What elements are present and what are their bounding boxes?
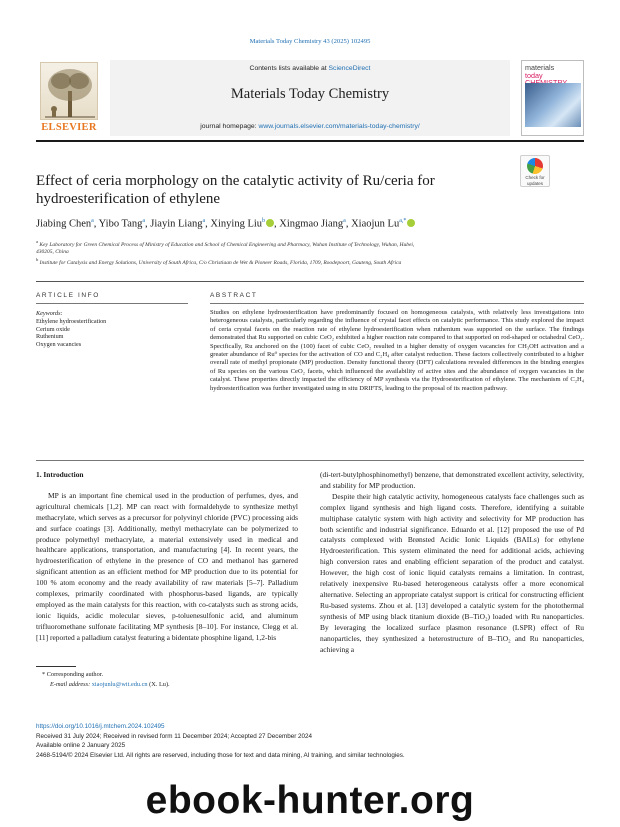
elsevier-tree-image	[40, 62, 98, 120]
elsevier-wordmark: ELSEVIER	[41, 122, 97, 133]
body-column-left	[36, 470, 298, 644]
copyright-notice: 2468-5194/© 2024 Elsevier Ltd. All rights are reserved, including those for text and data mining, AI training, and similar technologies.	[36, 751, 405, 759]
body-paragraph: MP is an important fine chemical used in the production of perfumes, dyes, and agricultural chemicals [1,2]. MP can react with formaldehyde to synthesize methyl methacrylate, which serves as a precursor for polyvinyl chloride (PVC) processing aids and surface coatings [3]. Additionally, methyl methacrylate can be polymerized to produce polymethyl methacrylate, a material extensively used in medical and healthcare applications, transportation, and manufacturing [4]. In recent years, the hydroesterification of ethylene in the presence of CO and methanol has garnered significant attention as an efficient method for MP production due to its potential for 100 % atom economy and the ready availability of raw materials [5–7]. Palladium complexes, primarily coordinated with phosphorus-based ligands, are typically employed as the main catalysts for this reaction, with co-catalysts such as strong acids, ionic liquids, acidic molecular sieves, p-toluenesulfonic acid, and aluminum trifluoromethane sulfonate facilitating MP synthesis [8–10]. For instance, Clegg et al. [11] reported a palladium catalyst featuring a bidentate phosphine ligand, 1,2-bis	[36, 490, 298, 642]
keywords-block	[36, 310, 188, 349]
affiliation-b: $^b$ Institute for Catalysis and Energy Solutions, University of South Africa, C/o Christiaan de Wet & Pioneer Roads, Florida, 1709, Roodepoort, Gauteng, South Africa	[36, 257, 402, 266]
body-paragraph: (di-tert-butylphosphinomethyl) benzene, that demonstrated excellent activity, selectivity, and stability for MP production.	[320, 470, 584, 490]
elsevier-logo[interactable]	[36, 62, 102, 134]
keyword: Ruthenium	[36, 333, 64, 341]
abstract-text: Studies on ethylene hydroesterification have predominantly focused on homogeneous catalysis, with relatively less investigations into heterogeneous catalysts, particularly regarding the influence of crystal facet effects on catalytic performance. This study explored the impact of ceria crystal facets on the reaction rate of ethylene hydroesterification when ruthenium was supported on the surface. The findings demonstrated that Ru supported on cubic CeO₂ exhibited a higher reaction rate compared to that supported on rod-shaped or octahedral CeO₂. Specifically, Ru anchored on the (100) facet of cubic CeO₂ resulted in a higher density of oxygen vacancies for CH₃OH activation and a greater abundance of Ru⁰ species for the activation of CO and C₂H₄ after catalyst reduction. These factors collectively contributed to a higher overall rate of methyl propionate (MP) production. Density functional theory (DFT) calculations revealed differences in the binding energies of Ru species on the various CeO₂ facets, which influenced the availability of active sites and the abundance of oxygen vacancies in the catalyst. These properties directly impacted the efficiency of MP synthesis via the Hydroesterification of ethylene. The mechanism of C₂H₄ hydroesterification was further investigated using in situ DRIFTS, leading to the proposal of its reaction pathway.	[210, 309, 584, 392]
journal-homepage-link[interactable]: www.journals.elsevier.com/materials-today-chemistry/	[258, 123, 420, 130]
article-info-rule	[36, 303, 188, 304]
homepage-line: journal homepage: www.journals.elsevier.com/materials-today-chemistry/	[200, 123, 420, 130]
doi-link[interactable]: https://doi.org/10.1016/j.mtchem.2024.102495	[36, 723, 165, 730]
journal-citation-link[interactable]: Materials Today Chemistry 43 (2025) 102495	[249, 38, 371, 45]
author-list: Jiabing Chen$^a$, Yibo Tang$^a$, Jiayin Liang$^a$, Xinying Liu$^b$ , Xingmao Jiang$^a$, Xiaojun $Lu^{a,*}$	[36, 218, 584, 230]
abstract-heading: ABSTRACT	[210, 292, 258, 299]
cover-image	[525, 83, 581, 127]
keywords-label: Keywords:	[36, 310, 63, 317]
journal-cover-thumbnail[interactable]	[521, 60, 584, 136]
orcid-icon[interactable]	[266, 219, 274, 227]
online-date: Available online 2 January 2025	[36, 742, 126, 750]
sciencedirect-link[interactable]: ScienceDirect	[328, 65, 371, 72]
contents-line: Contents lists available at ScienceDirect	[249, 65, 371, 72]
cover-title: materials today	[525, 63, 555, 80]
journal-title: Materials Today Chemistry	[230, 86, 390, 102]
watermark-text: ebook-hunter.org	[145, 779, 475, 822]
article-info-heading: ARTICLE INFO	[36, 292, 100, 299]
orcid-icon[interactable]	[407, 219, 415, 227]
paper-title: Effect of ceria morphology on the catalytic activity of Ru/ceria for hydroesterification of ethylene	[36, 173, 435, 207]
author-name[interactable]: Jiayin Liang	[150, 218, 203, 230]
body-divider	[36, 460, 584, 461]
footnote: * Corresponding author. E-mail address: xiaojunlu@wit.edu.cn (X. Lu).	[42, 671, 170, 688]
keyword: Cerium oxide	[36, 325, 70, 333]
footnote-rule	[36, 666, 76, 667]
check-updates-icon	[527, 158, 543, 174]
author-name[interactable]: Xiaojun Lu	[351, 218, 400, 230]
keyword: Ethylene hydroesterification	[36, 317, 107, 325]
affiliation-a: $^a$ Key Laboratory for Green Chemical Process of Ministry of Education and School of Chemical Engineering and Pharmacy, Wuhan Institute of Technology, Wuhan, Hubei, 430205, China	[36, 239, 415, 256]
author-name[interactable]: Xingmao Jiang	[279, 218, 344, 230]
introduction-heading: 1. Introduction	[36, 470, 84, 479]
received-dates: Received 31 July 2024; Received in revised form 11 December 2024; Accepted 27 December 2024	[36, 732, 313, 740]
abstract-rule	[210, 303, 584, 304]
journal-header	[36, 60, 584, 136]
journal-info-panel	[110, 60, 510, 136]
check-for-updates-button[interactable]: Check for updates	[520, 155, 550, 187]
keyword: Oxygen vacancies	[36, 341, 82, 349]
body-paragraph: Despite their high catalytic activity, homogeneous catalysts face challenges such as complex ligand synthesis and high ligand costs. Therefore, identifying a suitable multiphase catalytic system with high activity and selectivity for MP production has both scientific and industrial significance. Eduardo et al. [12] proposed the use of Pd catalysts complexed with Brønsted Acidic Ionic Liquids (BAILs) for ethylene Hydroesterification. This system eliminated the need for additional acids, achieving high conversion rates and enabling efficient separation of the product and catalyst. However, the high cost of ionic liquid catalysts remains a limitation. In contrast, relatively inexpensive Ru-based heterogeneous catalysts offer a more economical alternative. Selecting an appropriate catalyst support is critical for constructing efficient Ru-based systems. Zhou et al. [13] developed a catalytic system for the photothermal synthesis of MP using black titanium dioxide (B–TiO₂) loaded with Ru nanoparticles. By leveraging the localized surface plasmon resonance (LSPR) effect of Ru nanoparticles, they synthesized a heterostructure of B–TiO₂ and Ru nanoparticles, achieving a	[320, 491, 584, 654]
author-name[interactable]: Yibo Tang	[98, 218, 143, 230]
body-column-right	[320, 470, 584, 655]
author-name[interactable]: Xinying Liu	[210, 218, 263, 230]
section-divider	[36, 281, 584, 282]
email-link[interactable]: xiaojunlu@wit.edu.cn	[91, 680, 148, 688]
author-name[interactable]: Jiabing Chen	[36, 218, 92, 230]
publication-details	[36, 722, 584, 760]
header-divider	[36, 140, 584, 142]
